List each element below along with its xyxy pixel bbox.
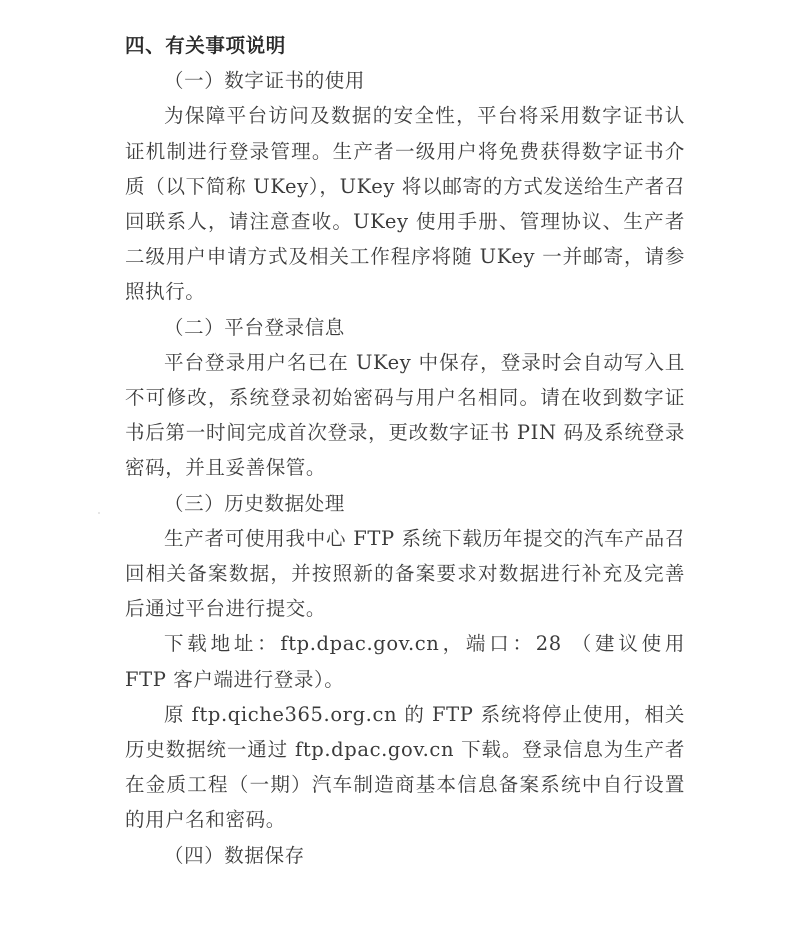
subsection-heading-1: （一）数字证书的使用 [164, 69, 366, 93]
scan-speck [98, 512, 100, 514]
section-title: 四、有关事项说明 [125, 34, 286, 57]
paragraph-login-info: 平台登录用户名已在 UKey 中保存，登录时会自动写入且不可修改，系统登录初始密码与用户名相同。请在收到数字证书后第一时间完成首次登录，更改数字证书 PIN 码及系统登录密码，并且妥善保管。 [125, 350, 685, 480]
subsection-heading-2: （二）平台登录信息 [164, 315, 345, 339]
paragraph-download-address: 下载地址：ftp.dpac.gov.cn，端口：28 （建议使用 FTP 客户端进行登录）。 [125, 632, 685, 691]
document-body [125, 28, 685, 873]
subsection-heading-3: （三）历史数据处理 [164, 491, 345, 515]
paragraph-history-data: 生产者可使用我中心 FTP 系统下载历年提交的汽车产品召回相关备案数据，并按照新的备案要求对数据进行补充及完善后通过平台进行提交。 [125, 526, 685, 621]
paragraph-digital-certificate: 为保障平台访问及数据的安全性，平台将采用数字证书认证机制进行登录管理。生产者一级用户将免费获得数字证书介质（以下简称 UKey），UKey 将以邮寄的方式发送给生产者召回联系人，请注意查收。UKey 使用手册、管理协议、生产者二级用户申请方式及相关工作程序将随 UKey 一并邮寄，请参照执行。 [125, 104, 685, 304]
paragraph-old-ftp: 原 ftp.qiche365.org.cn 的 FTP 系统将停止使用，相关历史数据统一通过 ftp.dpac.gov.cn 下载。登录信息为生产者在金质工程（一期）汽车制造商基本信息备案系统中自行设置的用户名和密码。 [125, 702, 685, 832]
subsection-heading-4: （四）数据保存 [164, 843, 305, 867]
